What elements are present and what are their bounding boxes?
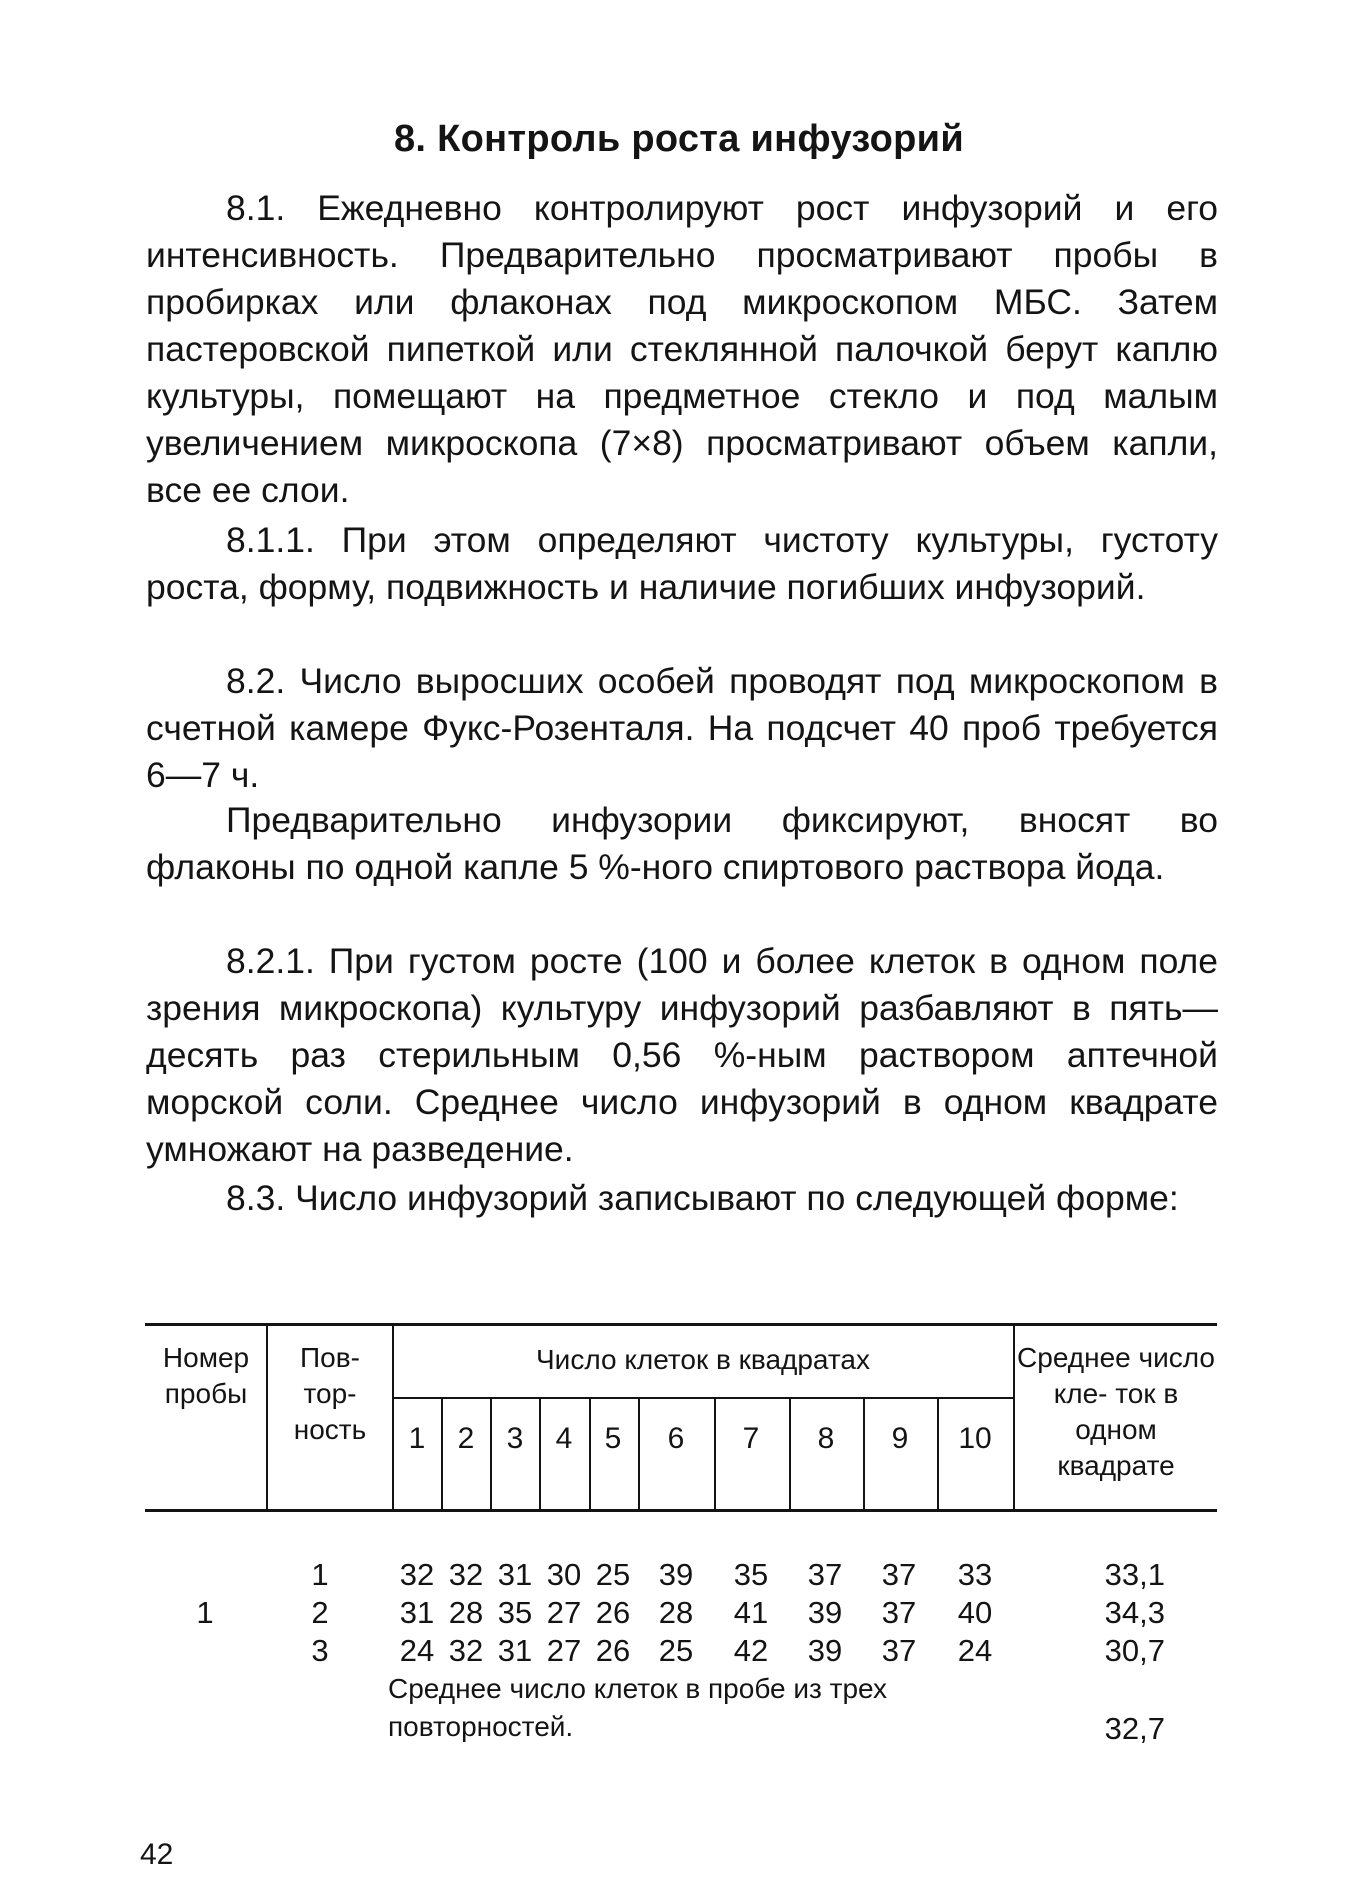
header-mean: Среднее число кле- ток в одном квадрате xyxy=(1017,1342,1215,1481)
square-number: 6 xyxy=(667,1422,685,1455)
paragraph-8-1 xyxy=(146,185,1218,514)
value-cell: 26 xyxy=(595,1633,631,1668)
sample-number-cell: 1 xyxy=(196,1595,214,1630)
paragraph-8-2 xyxy=(146,658,1218,799)
value-cell: 33 xyxy=(957,1557,993,1592)
col-divider-1 xyxy=(266,1326,268,1509)
paragraph-8-2-1 xyxy=(146,938,1218,1173)
square-number: 3 xyxy=(506,1422,524,1455)
value-cell: 28 xyxy=(448,1595,484,1630)
value-cell: 24 xyxy=(957,1633,993,1668)
square-number: 10 xyxy=(958,1422,992,1455)
sq-divider xyxy=(863,1398,865,1509)
mean-cell: 33,1 xyxy=(1104,1557,1165,1592)
value-cell: 39 xyxy=(658,1557,694,1592)
value-cell: 42 xyxy=(733,1633,769,1668)
paragraph-8-2-text: 8.2. Число выросших особей проводят под микроскопом в счетной камере Фукс-Розенталя. На подсчет 40 проб требуется 6—7 ч. xyxy=(146,661,1218,795)
value-cell: 24 xyxy=(399,1633,435,1668)
mean-cell: 34,3 xyxy=(1104,1595,1165,1630)
value-cell: 27 xyxy=(546,1595,582,1630)
sq-divider xyxy=(789,1398,791,1509)
paragraph-8-3-text: 8.3. Число инфузорий записывают по следующей форме: xyxy=(226,1178,1179,1218)
value-cell: 27 xyxy=(546,1633,582,1668)
value-cell: 31 xyxy=(497,1557,533,1592)
paragraph-fixation xyxy=(146,797,1218,891)
value-cell: 37 xyxy=(881,1633,917,1668)
square-number: 2 xyxy=(457,1422,475,1455)
square-number: 1 xyxy=(408,1422,426,1455)
paragraph-8-1-text: 8.1. Ежедневно контролируют рост инфузорий и его интенсивность. Предварительно просматривают пробы в пробирках или флаконах под микроскопом МБС. Затем пастеровской пипеткой или стеклянной палочкой берут каплю культуры, помещают на предметное стекло и под малым увеличением микроскопа (7×8) просматривают объем капли, все ее слои. xyxy=(146,188,1218,510)
paragraph-8-3 xyxy=(146,1175,1218,1222)
value-cell: 32 xyxy=(448,1557,484,1592)
header-sample-no: Номер пробы xyxy=(162,1342,250,1409)
value-cell: 26 xyxy=(595,1595,631,1630)
value-cell: 25 xyxy=(595,1557,631,1592)
value-cell: 35 xyxy=(733,1557,769,1592)
squares-subheader-rule xyxy=(393,1397,1013,1399)
value-cell: 39 xyxy=(807,1633,843,1668)
value-cell: 39 xyxy=(807,1595,843,1630)
square-number: 7 xyxy=(742,1422,760,1455)
mean-cell: 30,7 xyxy=(1104,1633,1165,1668)
page-number: 42 xyxy=(140,1838,174,1871)
header-cells-in-squares: Число клеток в квадратах xyxy=(536,1344,870,1375)
paragraph-8-2-1-text: 8.2.1. При густом росте (100 и более клеток в одном поле зрения микроскопа) культуру инфузорий разбавляют в пять—десять раз стерильным 0,56 %-ным раствором аптечной морской соли. Среднее число инфузорий в одном квадрате умножают на разведение. xyxy=(146,941,1218,1169)
square-number: 8 xyxy=(817,1422,835,1455)
value-cell: 28 xyxy=(658,1595,694,1630)
sq-divider xyxy=(714,1398,716,1509)
paragraph-8-1-1 xyxy=(146,517,1218,611)
square-number: 5 xyxy=(604,1422,622,1455)
value-cell: 32 xyxy=(399,1557,435,1592)
value-cell: 30 xyxy=(546,1557,582,1592)
replicate-cell: 1 xyxy=(311,1557,329,1592)
header-replicate: Пов- тор- ность xyxy=(293,1342,367,1445)
table-top-rule xyxy=(145,1323,1217,1326)
value-cell: 37 xyxy=(807,1557,843,1592)
col-divider-mean xyxy=(1013,1326,1015,1509)
square-number: 4 xyxy=(555,1422,573,1455)
value-cell: 40 xyxy=(957,1595,993,1630)
paragraph-8-1-1-text: 8.1.1. При этом определяют чистоту культуры, густоту роста, форму, подвижность и наличие погибших инфузорий. xyxy=(146,520,1218,607)
replicate-cell: 2 xyxy=(311,1595,329,1630)
table-footer-note: Среднее число клеток в пробе из трех повторностей. xyxy=(388,1673,888,1742)
value-cell: 41 xyxy=(733,1595,769,1630)
square-number: 9 xyxy=(891,1422,909,1455)
value-cell: 37 xyxy=(881,1595,917,1630)
value-cell: 25 xyxy=(658,1633,694,1668)
value-cell: 32 xyxy=(448,1633,484,1668)
value-cell: 35 xyxy=(497,1595,533,1630)
sq-divider xyxy=(937,1398,939,1509)
value-cell: 31 xyxy=(497,1633,533,1668)
table-footer-value: 32,7 xyxy=(1104,1711,1165,1746)
value-cell: 37 xyxy=(881,1557,917,1592)
replicate-cell: 3 xyxy=(311,1633,329,1668)
table-header-bottom-rule xyxy=(145,1509,1217,1512)
value-cell: 31 xyxy=(399,1595,435,1630)
section-title: 8. Контроль роста инфузорий xyxy=(394,118,964,160)
paragraph-fixation-text: Предварительно инфузории фиксируют, вносят во флаконы по одной капле 5 %-ного спиртового раствора йода. xyxy=(146,800,1218,887)
